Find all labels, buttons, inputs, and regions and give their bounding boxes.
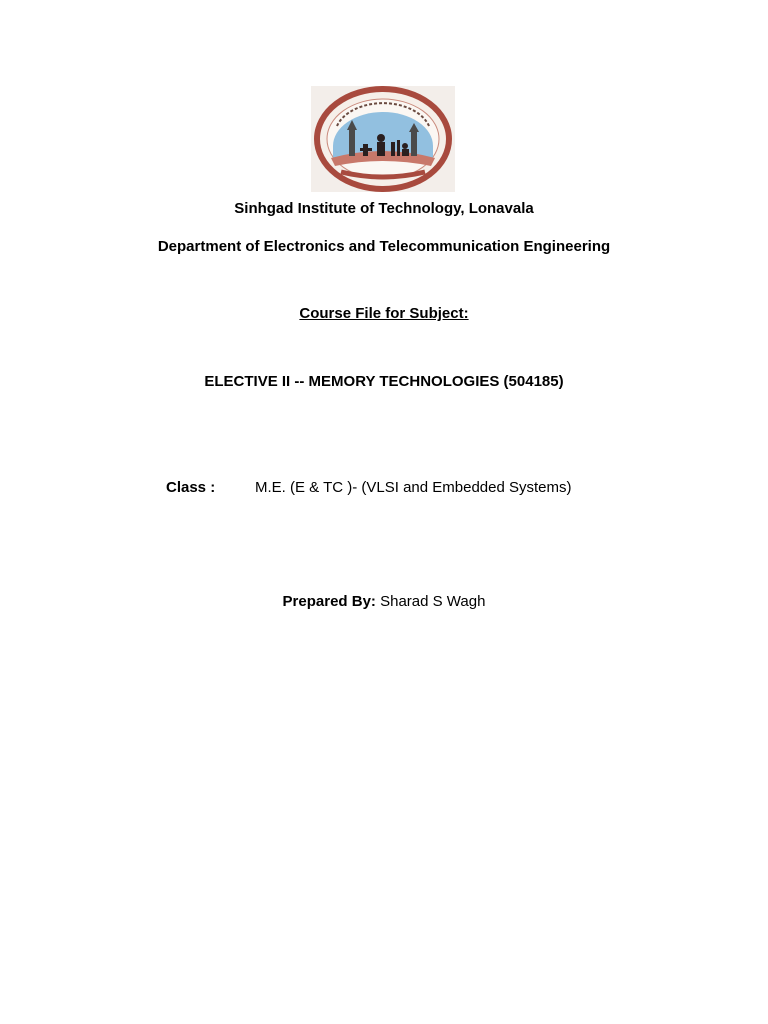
prepared-by-row — [0, 593, 768, 611]
institute-name: Sinhgad Institute of Technology, Lonavala — [234, 200, 534, 217]
class-row — [0, 479, 768, 497]
class-label: Class : — [166, 479, 216, 496]
department-name: Department of Electronics and Telecommunication Engineering — [157, 238, 611, 255]
prepared-by-label: Prepared By: — [282, 593, 376, 610]
subject-title: ELECTIVE II -- MEMORY TECHNOLOGIES (504185) — [204, 373, 564, 390]
prepared-by-name: Sharad S Wagh — [380, 593, 486, 610]
institute-seal-icon — [311, 86, 455, 192]
course-file-heading: Course File for Subject: — [299, 305, 469, 322]
class-value: M.E. (E & TC )- (VLSI and Embedded Systems) — [255, 479, 572, 496]
institute-logo — [311, 86, 455, 192]
